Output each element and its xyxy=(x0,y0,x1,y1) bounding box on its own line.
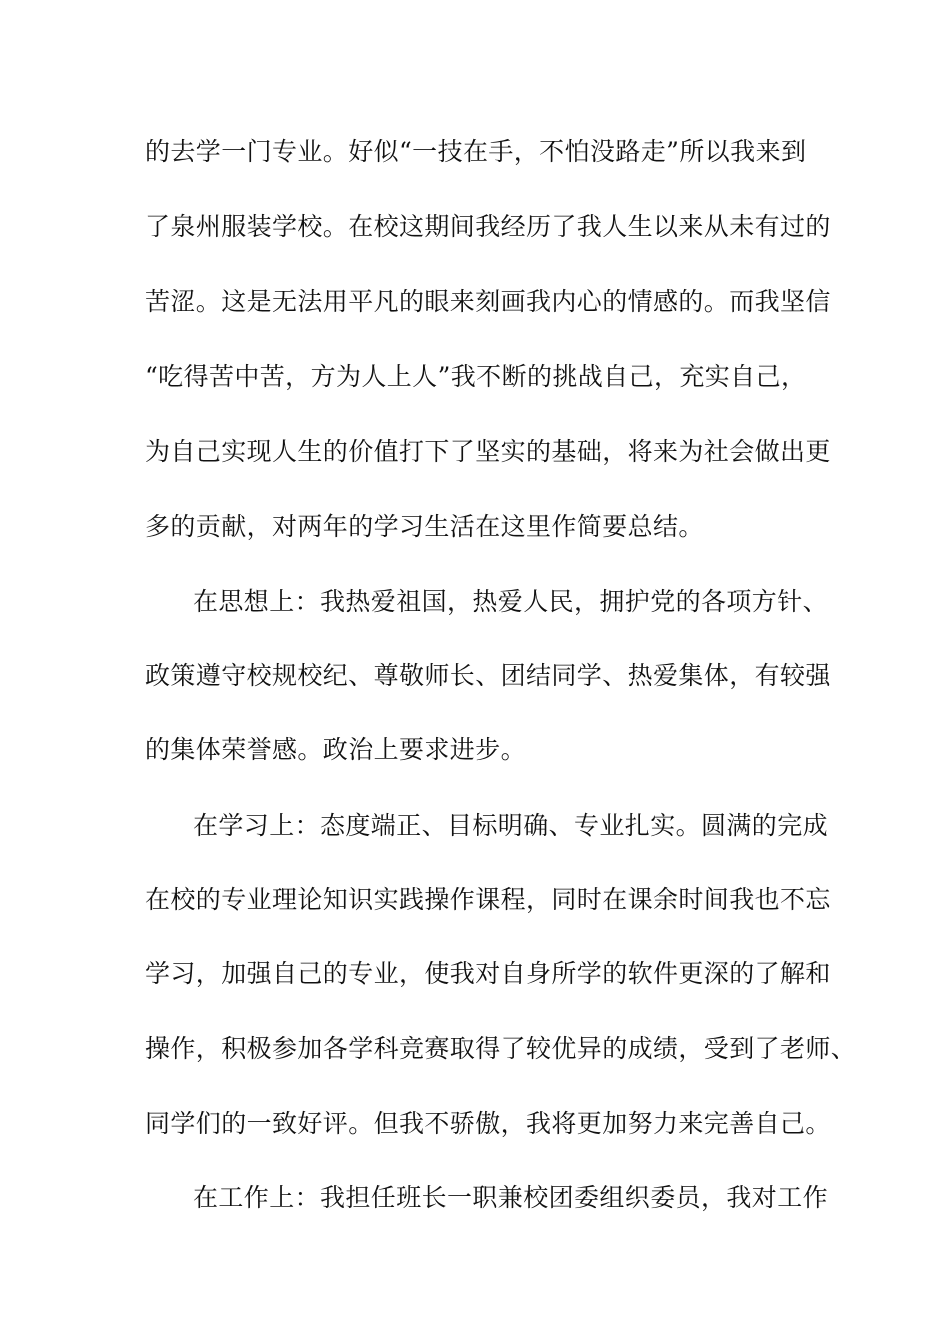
text-line: 的去学一门专业。好似“一技在手，不怕没路走”所以我来到 xyxy=(145,137,807,166)
text-line: 学习，加强自己的专业，使我对自身所学的软件更深的了解和 xyxy=(145,959,831,988)
text-line: 操作，积极参加各学科竞赛取得了较优异的成绩，受到了老师、 xyxy=(145,1034,857,1063)
text-line: 苦涩。这是无法用平凡的眼来刻画我内心的情感的。而我坚信 xyxy=(145,287,831,316)
text-line: 在校的专业理论知识实践操作课程，同时在课余时间我也不忘 xyxy=(145,885,831,914)
paragraph-start-line: 在工作上：我担任班长一职兼校团委组织委员，我对工作 xyxy=(193,1183,829,1212)
text-line: 了泉州服装学校。在校这期间我经历了我人生以来从未有过的 xyxy=(145,212,831,241)
paragraph-start-line: 在学习上：态度端正、目标明确、专业扎实。圆满的完成 xyxy=(193,811,829,840)
text-line: 的集体荣誉感。政治上要求进步。 xyxy=(145,735,527,764)
paragraph-start-line: 在思想上：我热爱祖国，热爱人民，拥护党的各项方针、 xyxy=(193,587,829,616)
text-line: 为自己实现人生的价值打下了坚实的基础，将来为社会做出更 xyxy=(145,437,831,466)
text-line: 同学们的一致好评。但我不骄傲，我将更加努力来完善自己。 xyxy=(145,1109,831,1138)
text-line: 政策遵守校规校纪、尊敬师长、团结同学、热爱集体，有较强 xyxy=(145,661,831,690)
text-line: 多的贡献，对两年的学习生活在这里作简要总结。 xyxy=(145,512,704,541)
text-line: “吃得苦中苦，方为人上人”我不断的挑战自己，充实自己， xyxy=(145,362,807,391)
